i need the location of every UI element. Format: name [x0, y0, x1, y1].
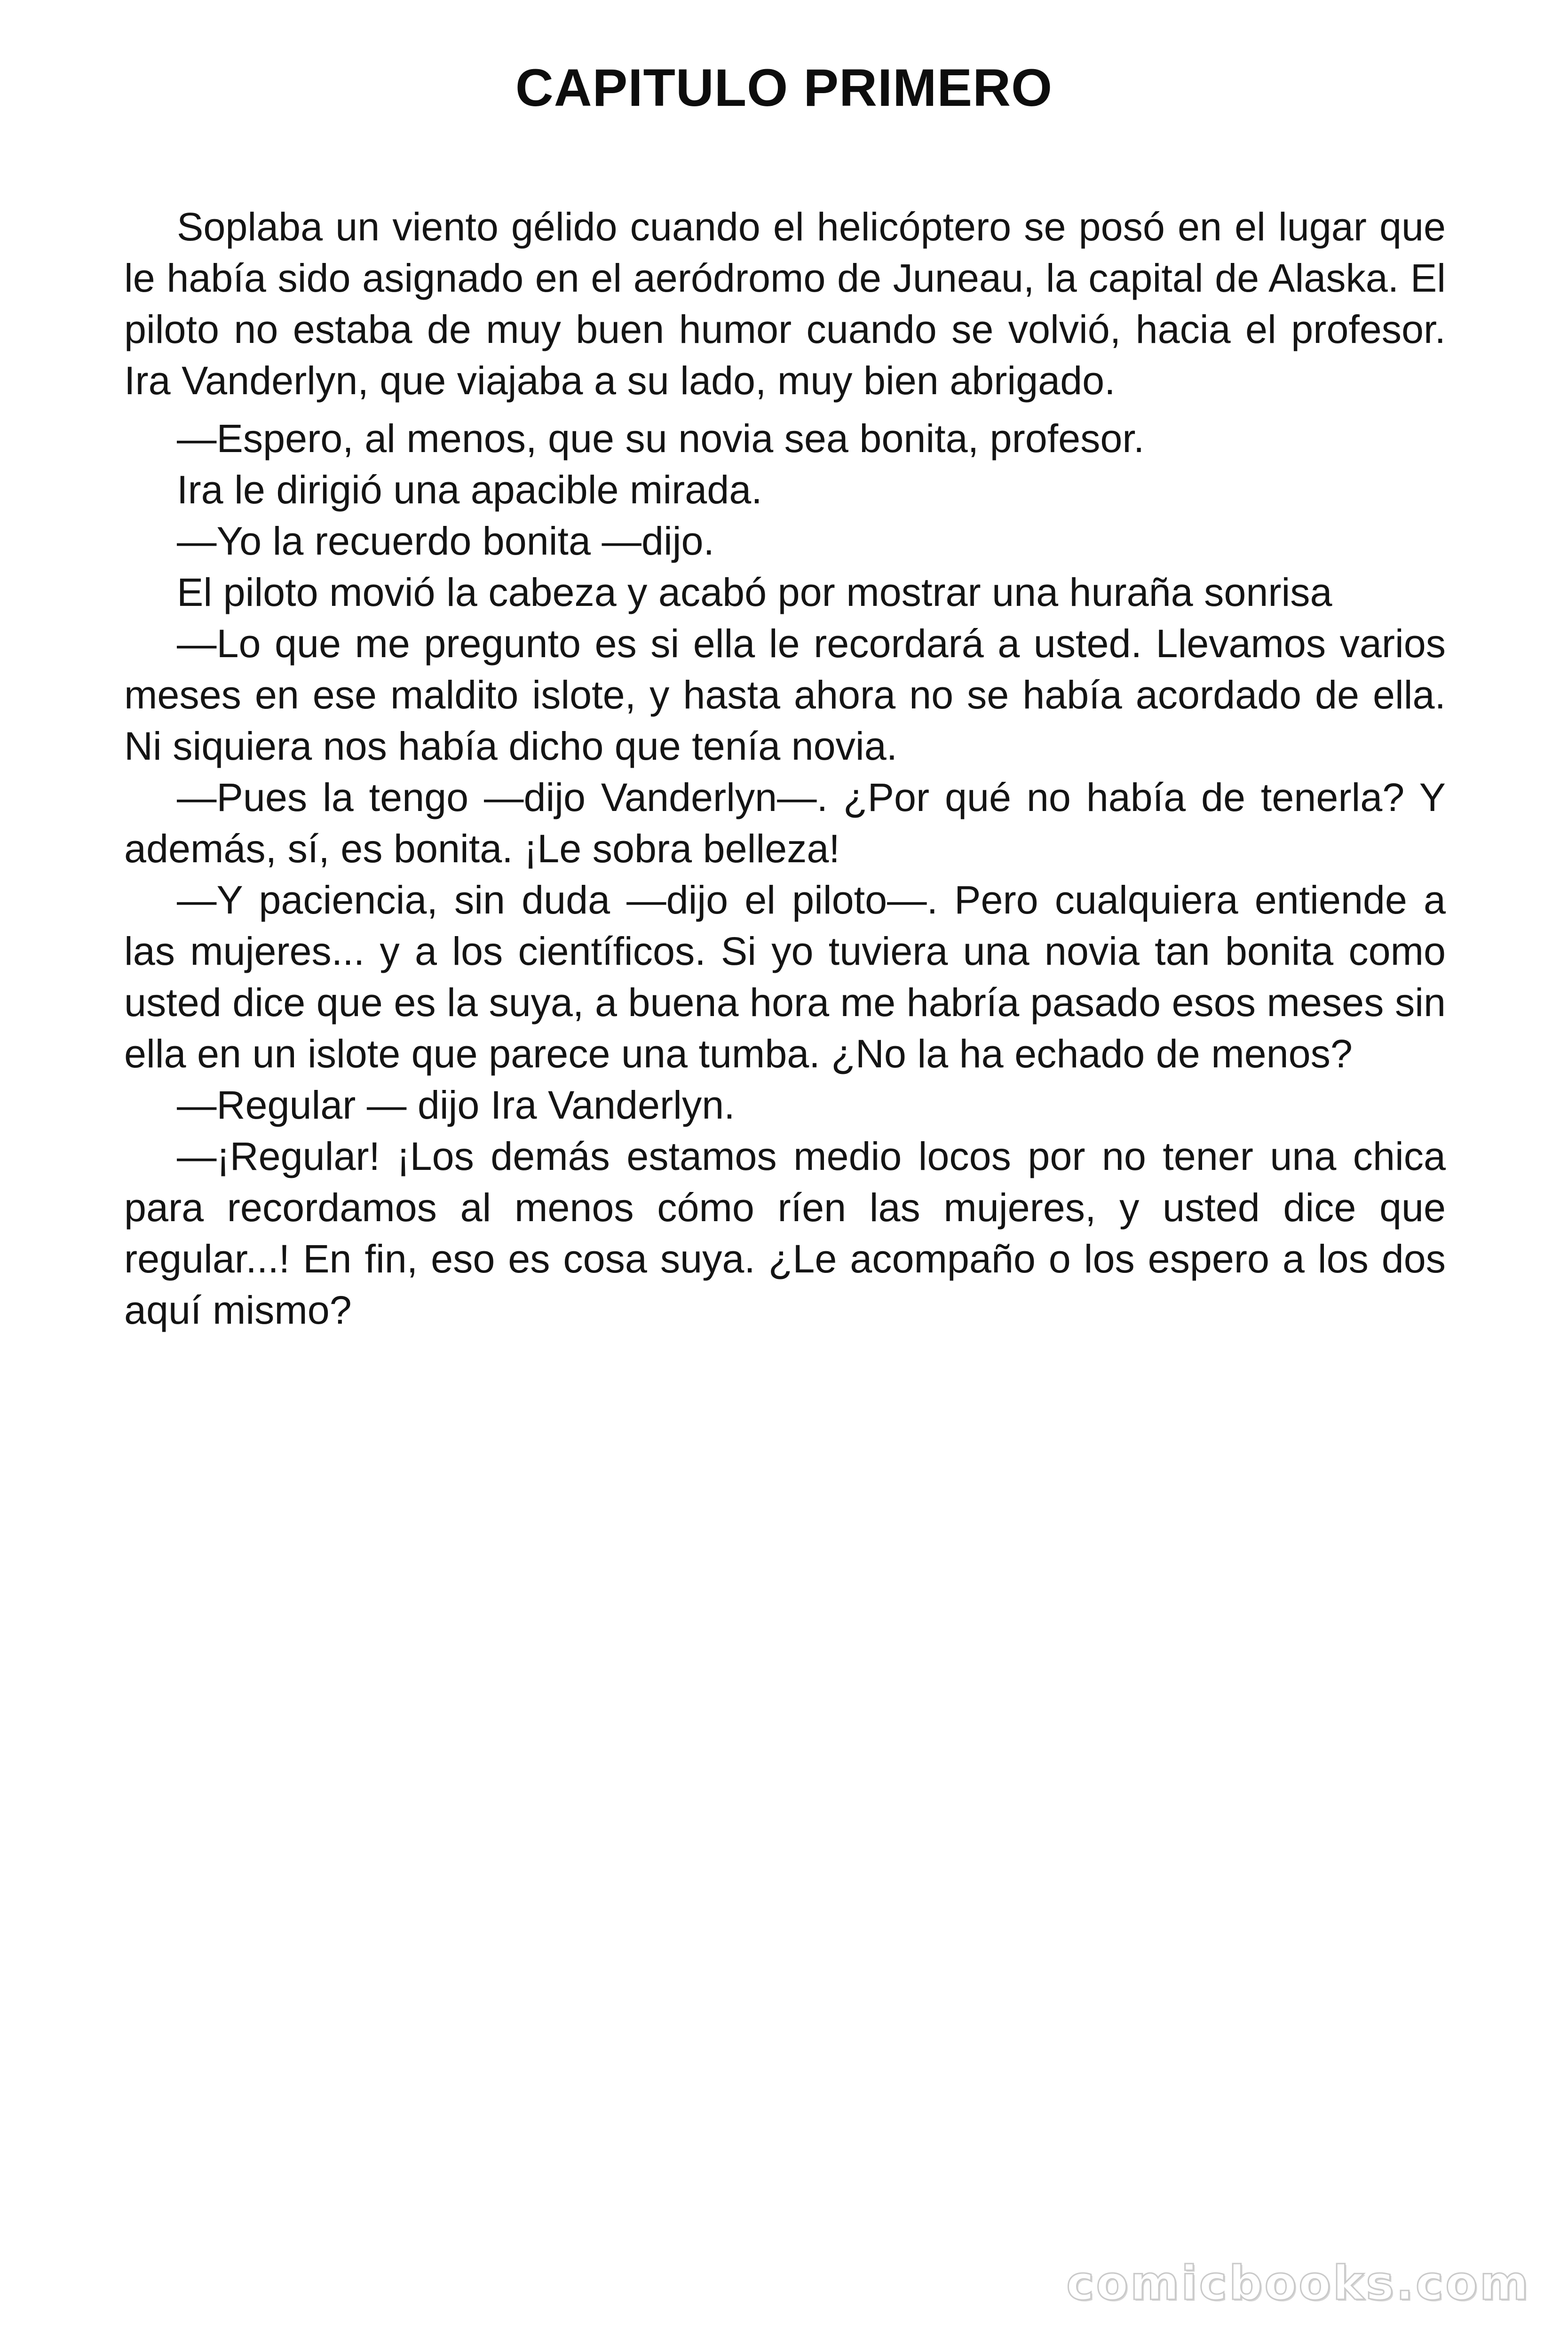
paragraph: —Regular — dijo Ira Vanderlyn. [177, 1083, 735, 1127]
paragraph: Ira le dirigió una apacible mirada. [177, 468, 762, 512]
chapter-text [124, 201, 1446, 1336]
paragraph: —Yo la recuerdo bonita —dijo. [177, 519, 715, 563]
paragraph: —Y paciencia, sin duda —dijo el piloto—. Pero cualquiera entiende a las mujeres... y a los científicos. Si yo tuviera una novia tan bonita como usted dice que es la suya, a buena hora me habría pasado esos meses sin ella en un islote que parece una tumba. ¿No la ha echado de menos? [124, 878, 1446, 1076]
paragraph: —Lo que me pregunto es si ella le recordará a usted. Llevamos varios meses en ese maldito islote, y hasta ahora no se había acordado de ella. Ni siquiera nos había dicho que tenía novia. [124, 621, 1446, 768]
paragraph: Soplaba un viento gélido cuando el helicóptero se posó en el lugar que le había sido asignado en el aeródromo de Juneau, la capital de Alaska. El piloto no estaba de muy buen humor cuando se volvió, hacia el profesor. Ira Vanderlyn, que viajaba a su lado, muy bien abrigado. [124, 205, 1446, 403]
watermark: comicbooks.com [1066, 2256, 1530, 2311]
paragraph: —Espero, al menos, que su novia sea bonita, profesor. [177, 416, 1145, 461]
chapter-title: CAPITULO PRIMERO [515, 58, 1053, 117]
paragraph: El piloto movió la cabeza y acabó por mostrar una huraña sonrisa [177, 570, 1332, 614]
paragraph: —¡Regular! ¡Los demás estamos medio locos por no tener una chica para recordamos al menos cómo ríen las mujeres, y usted dice que regular...! En fin, eso es cosa suya. ¿Le acompaño o los espero a los dos aquí mismo? [124, 1134, 1446, 1332]
paragraph: —Pues la tengo —dijo Vanderlyn—. ¿Por qué no había de tenerla? Y además, sí, es bonita. ¡Le sobra belleza! [124, 775, 1446, 871]
